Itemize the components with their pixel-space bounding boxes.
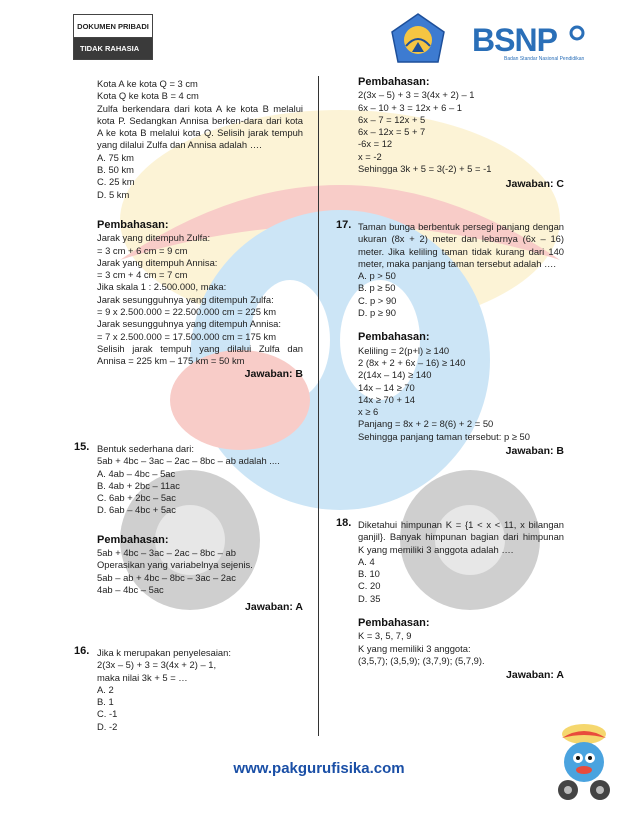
q16-line-2: 2(3x – 5) + 3 = 3(4x + 2) – 1, xyxy=(97,659,217,671)
q17-option-c: C. p > 90 xyxy=(358,294,397,306)
stamp-top-label: DOKUMEN PRIBADI xyxy=(74,15,152,38)
q14-sol-line: = 3 cm + 4 cm = 7 cm xyxy=(97,269,188,281)
q16-option-b: B. 1 xyxy=(97,696,114,708)
q18-option-d: D. 35 xyxy=(358,592,381,604)
q16-option-d: D. -2 xyxy=(97,720,118,732)
q14-sol-line: = 3 cm + 6 cm = 9 cm xyxy=(97,244,188,256)
q18-option-c: C. 20 xyxy=(358,580,381,592)
q15-sol-line: 5ab + 4bc – 3ac – 2ac – 8bc – ab xyxy=(97,547,236,559)
q18-sol-line: K = 3, 5, 7, 9 xyxy=(358,630,412,642)
q14-sol-line: = 7 x 2.500.000 = 17.500.000 cm = 175 km xyxy=(97,330,277,342)
q16-sol-line: 2(3x – 5) + 3 = 3(4x + 2) – 1 xyxy=(358,89,475,101)
q15-option-a: A. 4ab – 4bc – 5ac xyxy=(97,467,176,479)
bsnp-subtitle: Badan Standar Nasional Pendidikan xyxy=(504,56,585,62)
q15-option-b: B. 4ab + 2bc – 11ac xyxy=(97,479,180,491)
q17-answer: Jawaban: B xyxy=(505,445,564,458)
q14-sol-line: Jarak yang ditempuh Zulfa: xyxy=(97,232,211,244)
q14-sol-line: Jarak sesungguhnya yang ditempuh Annisa: xyxy=(97,318,281,330)
q17-pembahasan-label: Pembahasan: xyxy=(358,331,430,344)
q14-pembahasan-label: Pembahasan: xyxy=(97,218,169,231)
q15-sol-line: 5ab – ab + 4bc – 8bc – 3ac – 2ac xyxy=(97,571,236,583)
mascot-icon xyxy=(548,720,618,810)
q16-sol-line: x = -2 xyxy=(358,150,382,162)
q16-line-1: Jika k merupakan penyelesaian: xyxy=(97,647,231,658)
q16-number: 16. xyxy=(74,645,90,657)
q18-pembahasan-label: Pembahasan: xyxy=(358,617,430,630)
right-column-top xyxy=(358,76,564,191)
q14-option-b: B. 50 km xyxy=(97,164,134,176)
stamp-bottom-label: TIDAK RAHASIA xyxy=(74,38,152,59)
q14-sol-line: Jarak yang ditempuh Annisa: xyxy=(97,256,218,268)
q14-line-2: Kota Q ke kota B = 4 cm xyxy=(97,90,199,102)
q16-sol-line: -6x = 12 xyxy=(358,138,393,150)
q17-sol-line: 14x ≥ 70 + 14 xyxy=(358,393,416,405)
q14-sol-line: = 9 x 2.500.000 = 22.500.000 cm = 225 km xyxy=(97,306,277,318)
tut-wuri-handayani-logo-icon xyxy=(388,12,448,72)
q17-option-d: D. p ≥ 90 xyxy=(358,307,396,319)
q17-number: 17. xyxy=(336,219,352,231)
q15-line-1: Bentuk sederhana dari: xyxy=(97,443,194,454)
q17-option-a: A. p > 50 xyxy=(358,270,396,282)
q17-sol-line: Panjang = 8x + 2 = 8(6) + 2 = 50 xyxy=(358,418,494,430)
q15-line-2: 5ab + 4bc – 3ac – 2ac – 8bc – ab adalah .... xyxy=(97,455,280,467)
q14-option-a: A. 75 km xyxy=(97,151,134,163)
q18-answer: Jawaban: A xyxy=(506,669,564,682)
q15-option-c: C. 6ab + 2bc – 5ac xyxy=(97,492,176,504)
q17-sol-line: 2 (8x + 2 + 6x – 16) ≥ 140 xyxy=(358,356,466,368)
q17-paragraph: Taman bunga berbentuk persegi panjang dengan ukuran (8x + 2) meter dan lebarnya (6x – 16) meter. Jika keliling taman tidak kurang dari 140 meter, maka panjang taman tersebut adalah …. xyxy=(358,221,564,269)
q14-option-c: C. 25 km xyxy=(97,176,135,188)
q18-sol-line: (3,5,7); (3,5,9); (3,7,9); (5,7,9). xyxy=(358,654,485,666)
q15-block xyxy=(97,443,303,614)
bsnp-circle-icon xyxy=(568,24,586,42)
q16-option-c: C. -1 xyxy=(97,708,118,720)
q14-option-d: D. 5 km xyxy=(97,188,130,200)
bsnp-logo: BSNP xyxy=(472,22,557,58)
q18-number: 18. xyxy=(336,517,352,529)
left-column xyxy=(97,78,303,380)
q17-sol-line: Keliling = 2(p+l) ≥ 140 xyxy=(358,344,450,356)
q16-sol-line: Sehingga 3k + 5 = 3(-2) + 5 = -1 xyxy=(358,163,492,175)
document-stamp xyxy=(73,14,153,60)
q15-number: 15. xyxy=(74,441,90,453)
q16-line-3: maka nilai 3k + 5 = … xyxy=(97,671,188,683)
q17-option-b: B. p ≥ 50 xyxy=(358,282,396,294)
q16-sol-line: 6x – 10 + 3 = 12x + 6 – 1 xyxy=(358,101,462,113)
q16-answer: Jawaban: C xyxy=(505,178,564,191)
q17-sol-line: 14x – 14 ≥ 70 xyxy=(358,381,415,393)
q16-block xyxy=(97,647,303,733)
q15-option-d: D. 6ab – 4bc + 5ac xyxy=(97,504,176,516)
q14-answer: Jawaban: B xyxy=(244,367,303,380)
q17-block xyxy=(358,221,564,457)
q14-sol-paragraph: Selisih jarak tempuh yang dilalui Zulfa dan Annisa = 225 km – 175 km = 50 km xyxy=(97,342,303,367)
q15-answer: Jawaban: A xyxy=(245,601,303,614)
q16-sol-line: 6x – 12x = 5 + 7 xyxy=(358,126,426,138)
q14-line-1: Kota A ke kota Q = 3 cm xyxy=(97,78,198,89)
q15-sol-line: 4ab – 4bc – 5ac xyxy=(97,583,164,595)
q18-paragraph: Diketahui himpunan K = {1 < x < 11, x bilangan ganjil}. Banyak himpunan bagian dari himpunan K yang memiliki 3 anggota adalah …. xyxy=(358,519,564,555)
q14-sol-line: Jika skala 1 : 2.500.000, maka: xyxy=(97,281,227,293)
q18-sol-line: K yang memiliki 3 anggota: xyxy=(358,642,471,654)
q15-pembahasan-label: Pembahasan: xyxy=(97,533,169,546)
q18-block xyxy=(358,519,564,682)
q18-option-b: B. 10 xyxy=(358,568,380,580)
footer-url[interactable]: www.pakgurufisika.com xyxy=(233,760,405,777)
q17-sol-line: 2(14x – 14) ≥ 140 xyxy=(358,369,432,381)
q14-sol-line: Jarak sesungguhnya yang ditempuh Zulfa: xyxy=(97,293,274,305)
q15-sol-line: Operasikan yang variabelnya sejenis. xyxy=(97,559,253,571)
q18-option-a: A. 4 xyxy=(358,555,375,567)
q14-paragraph: Zulfa berkendara dari kota A ke kota B melalui kota P. Sedangkan Annisa berken-dara dari kota A ke kota B melalui kota Q. Selisih jarak tempuh yang dilalui Zulfa dan Annisa adalah …. xyxy=(97,102,303,151)
column-divider xyxy=(318,76,319,736)
q17-sol-line: x ≥ 6 xyxy=(358,406,379,418)
q16-pembahasan-label: Pembahasan: xyxy=(358,76,430,88)
q17-sol-line: Sehingga panjang taman tersebut: p ≥ 50 xyxy=(358,430,530,442)
q16-sol-line: 6x – 7 = 12x + 5 xyxy=(358,113,426,125)
q16-option-a: A. 2 xyxy=(97,683,114,695)
